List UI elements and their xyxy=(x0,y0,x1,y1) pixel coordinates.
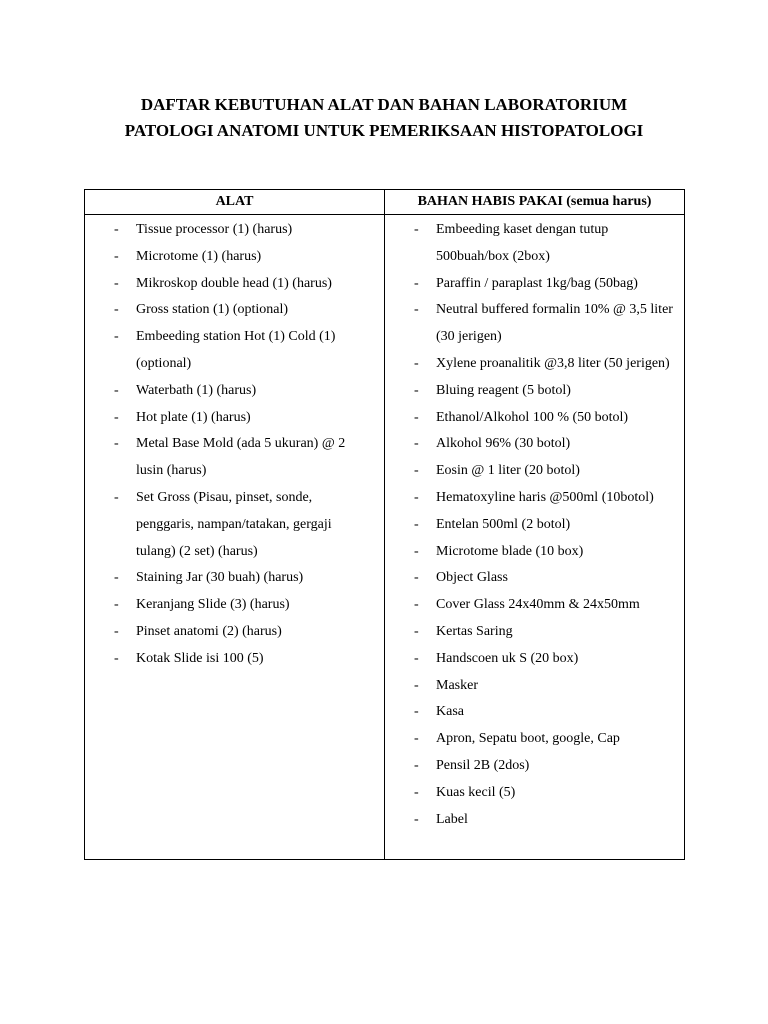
bahan-item xyxy=(414,485,678,512)
alat-item xyxy=(114,217,371,244)
bullet-dash: - xyxy=(114,597,119,613)
bahan-item xyxy=(414,726,678,753)
bahan-item xyxy=(414,539,678,566)
alat-item xyxy=(114,592,371,619)
alat-item-text: Pinset anatomi (2) (harus) xyxy=(136,623,282,639)
alat-item xyxy=(114,244,371,271)
bullet-dash: - xyxy=(414,784,419,800)
bahan-item xyxy=(414,458,678,485)
bullet-dash: - xyxy=(414,704,419,720)
bullet-dash: - xyxy=(414,757,419,773)
bullet-dash: - xyxy=(414,436,419,452)
bullet-dash: - xyxy=(414,489,419,505)
bullet-dash: - xyxy=(114,436,119,452)
alat-item-text: Keranjang Slide (3) (harus) xyxy=(136,597,290,613)
alat-item-text: Kotak Slide isi 100 (5) xyxy=(136,650,264,666)
title-line-1: DAFTAR KEBUTUHAN ALAT DAN BAHAN LABORATORIUM xyxy=(140,95,628,114)
alat-item xyxy=(114,378,371,405)
bahan-item-text: Kasa xyxy=(436,704,464,720)
bullet-dash: - xyxy=(414,597,419,613)
bahan-item-text: Hematoxyline haris @500ml (10botol) xyxy=(436,489,654,505)
alat-item-text: Mikroskop double head (1) (harus) xyxy=(136,275,332,291)
bahan-item-text: Pensil 2B (2dos) xyxy=(436,757,530,773)
bahan-item-text: Eosin @ 1 liter (20 botol) xyxy=(436,463,580,479)
alat-item-text: Gross station (1) (optional) xyxy=(136,302,289,318)
bahan-list xyxy=(414,217,678,833)
title-line-2: PATOLOGI ANATOMI UNTUK PEMERIKSAAN HISTOPATOLOGI xyxy=(124,121,644,140)
bullet-dash: - xyxy=(414,650,419,666)
bahan-item xyxy=(414,431,678,458)
bullet-dash: - xyxy=(114,222,119,237)
bahan-item-text: Handscoen uk S (20 box) xyxy=(436,650,579,666)
bullet-dash: - xyxy=(114,275,119,291)
bullet-dash: - xyxy=(114,489,119,505)
alat-item-text: Metal Base Mold (ada 5 ukuran) @ 2 lusin (harus) xyxy=(136,436,346,479)
alat-item xyxy=(114,646,371,673)
bullet-dash: - xyxy=(414,355,419,371)
bahan-item xyxy=(414,646,678,673)
alat-item-text: Staining Jar (30 buah) (harus) xyxy=(136,570,304,586)
bullet-dash: - xyxy=(414,570,419,586)
alat-item xyxy=(114,431,371,485)
bahan-item xyxy=(414,619,678,646)
alat-item-text: Microtome (1) (harus) xyxy=(136,248,262,264)
bullet-dash: - xyxy=(414,677,419,693)
bullet-dash: - xyxy=(414,516,419,532)
bahan-item xyxy=(414,512,678,539)
bahan-item-text: Label xyxy=(436,811,468,827)
alat-item xyxy=(114,619,371,646)
alat-item-text: Set Gross (Pisau, pinset, sonde, penggaris, nampan/tatakan, gergaji tulang) (2 set) (harus) xyxy=(136,489,332,559)
bahan-item-text: Entelan 500ml (2 botol) xyxy=(436,516,571,532)
bullet-dash: - xyxy=(114,623,119,639)
bahan-item-text: Neutral buffered formalin 10% @ 3,5 liter (30 jerigen) xyxy=(436,302,673,345)
bahan-item-text: Apron, Sepatu boot, google, Cap xyxy=(436,731,620,747)
alat-item xyxy=(114,405,371,432)
header-bahan: BAHAN HABIS PAKAI (semua harus) xyxy=(417,194,652,209)
header-divider xyxy=(85,214,684,215)
bullet-dash: - xyxy=(114,329,119,345)
alat-item xyxy=(114,271,371,298)
alat-item xyxy=(114,565,371,592)
bahan-item-text: Masker xyxy=(436,677,478,693)
bullet-dash: - xyxy=(414,463,419,479)
bahan-item xyxy=(414,673,678,700)
bahan-item xyxy=(414,780,678,807)
alat-list xyxy=(114,217,371,673)
bahan-item xyxy=(414,405,678,432)
bullet-dash: - xyxy=(414,222,419,237)
bahan-item-text: Bluing reagent (5 botol) xyxy=(436,382,571,398)
bahan-item-text: Cover Glass 24x40mm & 24x50mm xyxy=(436,597,640,613)
alat-item-text: Tissue processor (1) (harus) xyxy=(136,222,293,237)
bahan-item xyxy=(414,807,678,834)
bahan-item xyxy=(414,378,678,405)
bahan-item-text: Embeeding kaset dengan tutup 500buah/box (2box) xyxy=(436,222,609,264)
bahan-item-text: Microtome blade (10 box) xyxy=(436,543,584,559)
bahan-item-text: Ethanol/Alkohol 100 % (50 botol) xyxy=(436,409,629,425)
alat-item-text: Waterbath (1) (harus) xyxy=(136,382,257,398)
bahan-item-text: Xylene proanalitik @3,8 liter (50 jerigen) xyxy=(436,355,670,371)
bahan-item-text: Kuas kecil (5) xyxy=(436,784,516,800)
bahan-item-text: Kertas Saring xyxy=(436,623,513,639)
bahan-item xyxy=(414,271,678,298)
column-divider xyxy=(384,190,385,859)
alat-item-text: Hot plate (1) (harus) xyxy=(136,409,251,425)
bahan-item-text: Alkohol 96% (30 botol) xyxy=(436,436,571,452)
bullet-dash: - xyxy=(414,302,419,318)
requirements-table xyxy=(84,189,685,860)
bahan-item xyxy=(414,217,678,271)
bahan-item xyxy=(414,351,678,378)
bullet-dash: - xyxy=(114,382,119,398)
bullet-dash: - xyxy=(114,409,119,425)
alat-item-text: Embeeding station Hot (1) Cold (1) (optional) xyxy=(136,329,336,371)
bahan-item xyxy=(414,592,678,619)
bahan-item-text: Object Glass xyxy=(436,570,508,586)
bahan-item xyxy=(414,297,678,351)
bullet-dash: - xyxy=(414,543,419,559)
bullet-dash: - xyxy=(414,275,419,291)
bahan-item-text: Paraffin / paraplast 1kg/bag (50bag) xyxy=(436,275,638,291)
bahan-item xyxy=(414,699,678,726)
bullet-dash: - xyxy=(414,811,419,827)
bahan-item xyxy=(414,753,678,780)
bullet-dash: - xyxy=(114,302,119,318)
alat-item xyxy=(114,297,371,324)
document-title xyxy=(0,92,768,144)
bahan-item xyxy=(414,565,678,592)
bullet-dash: - xyxy=(414,731,419,747)
bullet-dash: - xyxy=(114,248,119,264)
bullet-dash: - xyxy=(114,650,119,666)
bullet-dash: - xyxy=(414,623,419,639)
bullet-dash: - xyxy=(414,382,419,398)
alat-item xyxy=(114,324,371,378)
bullet-dash: - xyxy=(114,570,119,586)
bullet-dash: - xyxy=(414,409,419,425)
header-alat: ALAT xyxy=(215,194,254,209)
alat-item xyxy=(114,485,371,565)
